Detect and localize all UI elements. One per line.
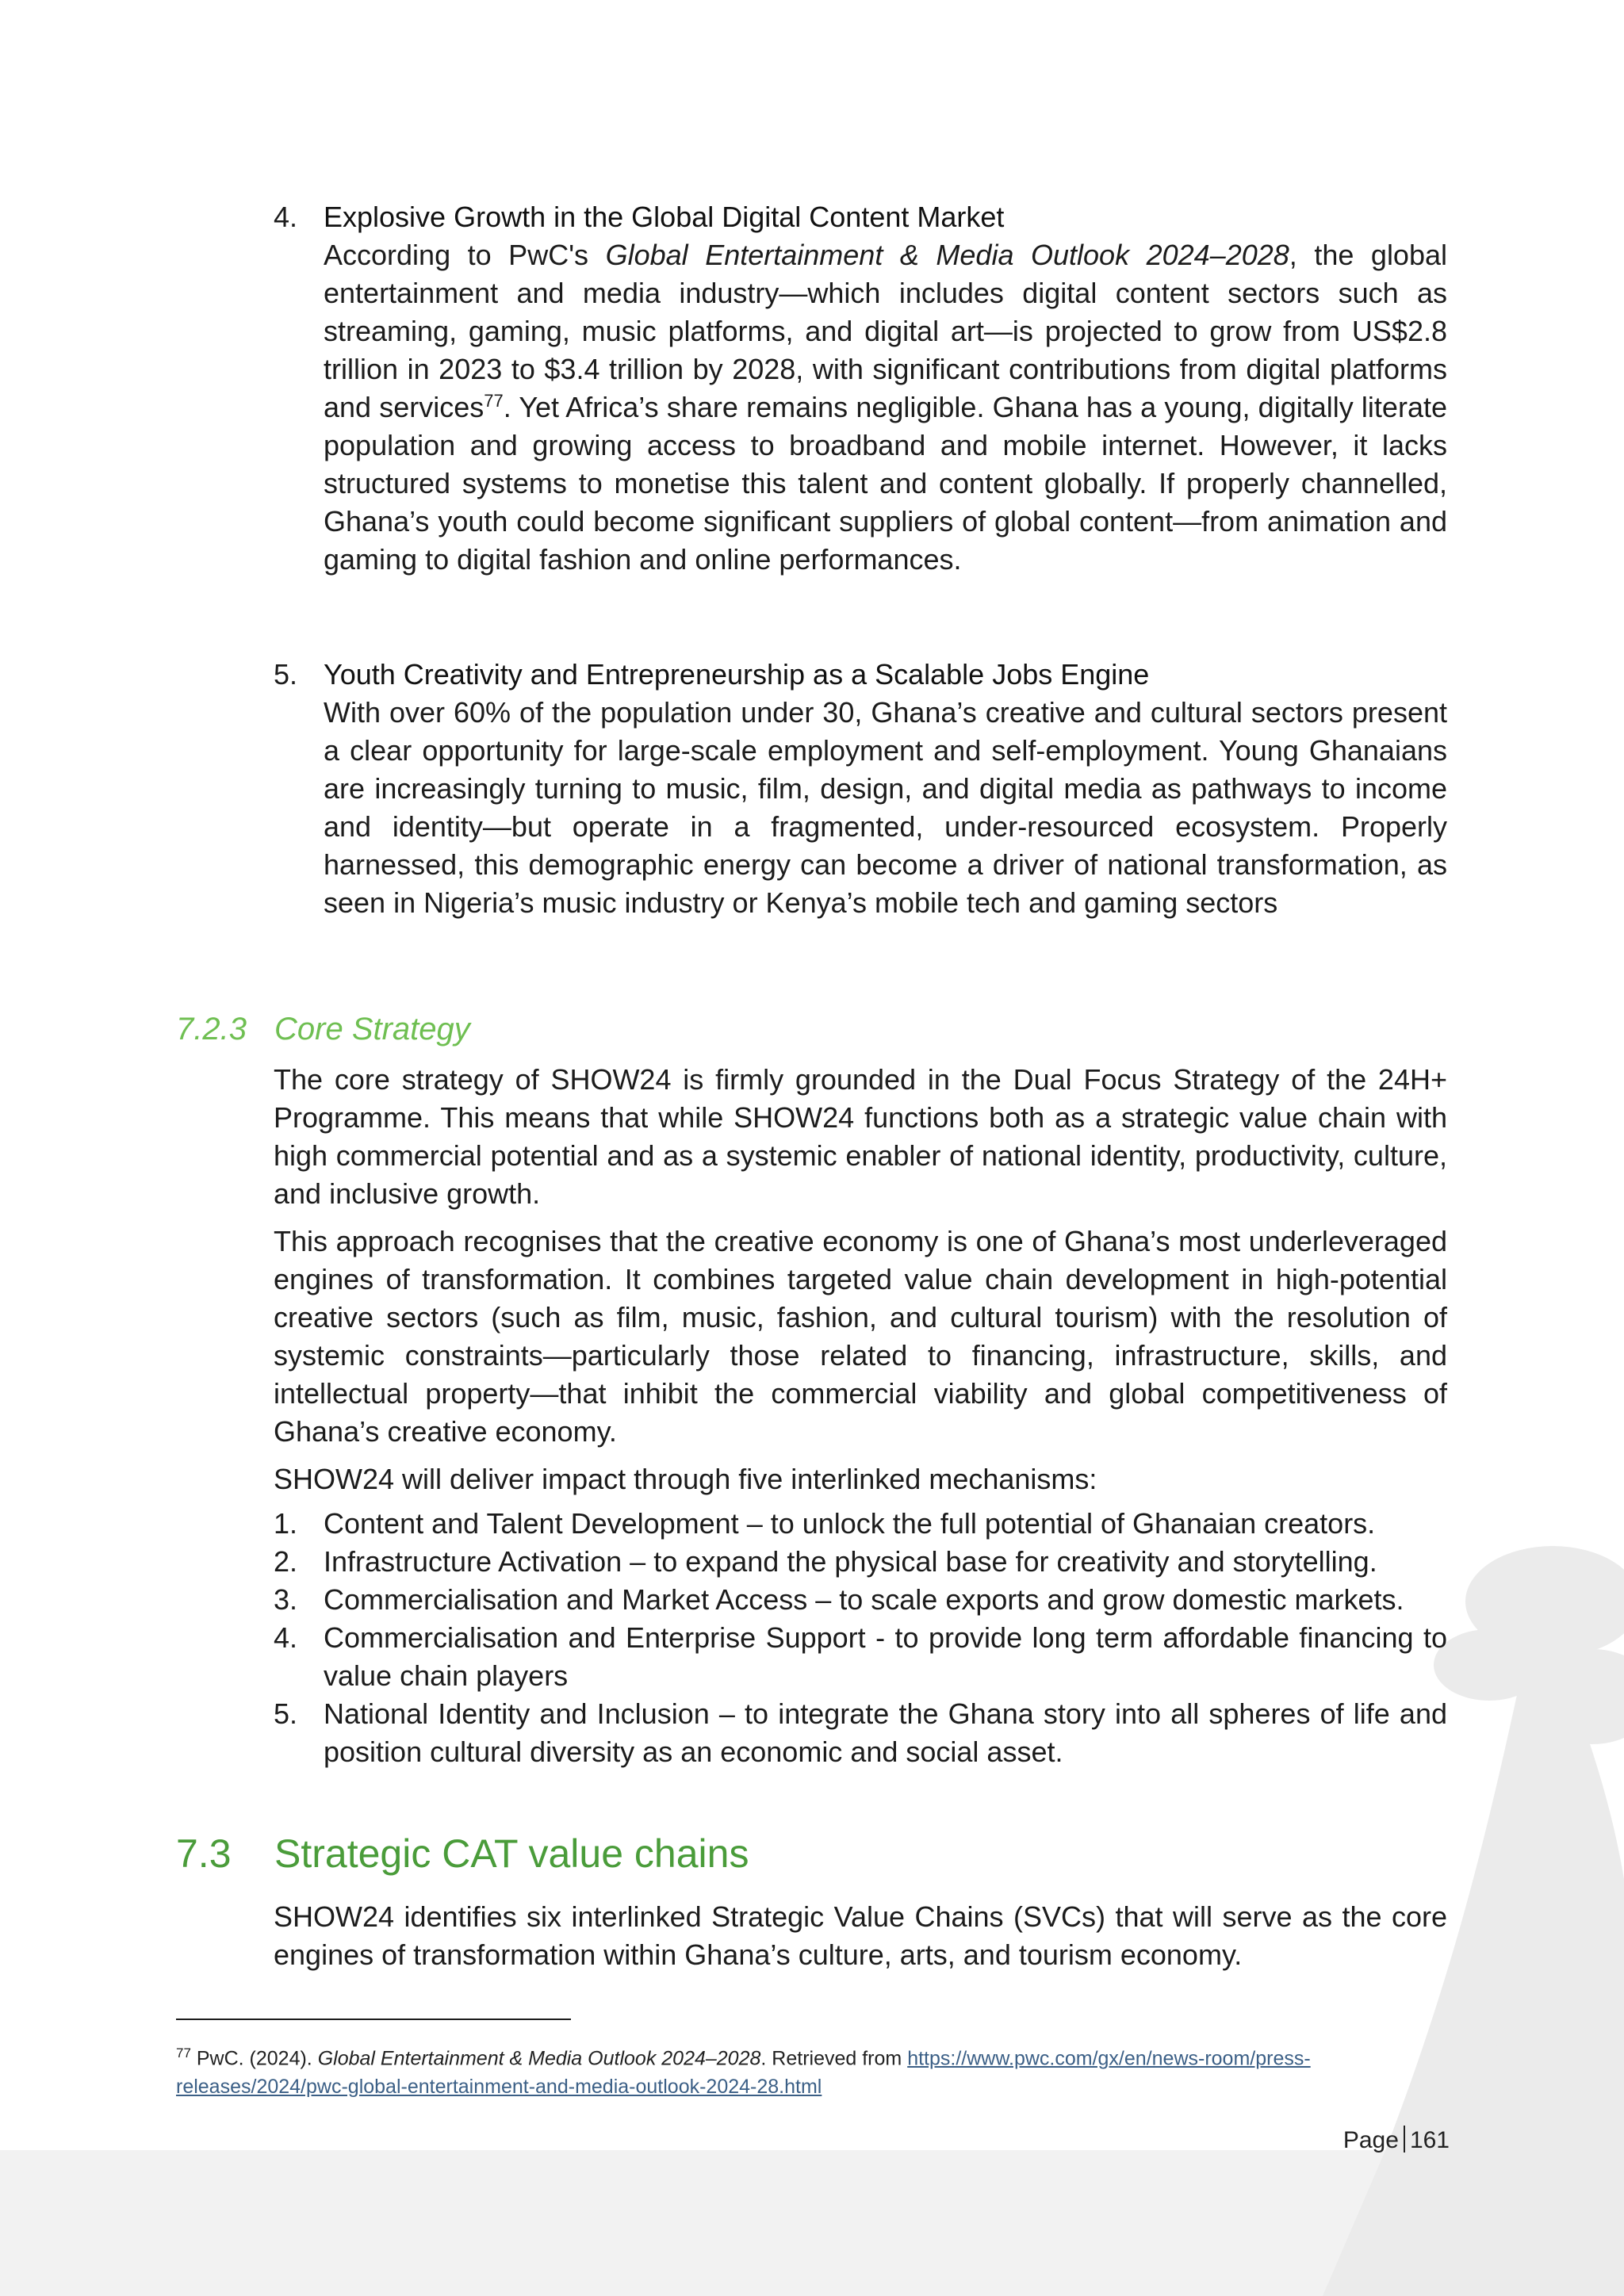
footnote-publication-title: Global Entertainment & Media Outlook 2024–2028	[317, 2047, 761, 2070]
subsection-heading	[176, 1008, 470, 1050]
core-strategy-text	[274, 1061, 1447, 1498]
list-item-body	[324, 198, 1447, 579]
list-item-text: National Identity and Inclusion – to integrate the Ghana story into all spheres of life and position cultural diversity as an economic and social asset.	[324, 1697, 1447, 1768]
paragraph-text: . Yet Africa’s share remains negligible. Ghana has a young, digitally literate population and growing access to broadband and mobile internet. However, it lacks structured systems to monetise this talent and content globally. If properly channelled, Ghana’s youth could become significant suppliers of global content—from animation and gaming to digital fashion and online performances.	[324, 391, 1447, 576]
section-number: 7.3	[176, 1831, 232, 1876]
publication-title: Global Entertainment & Media Outlook 2024–2028	[605, 239, 1289, 271]
list-item	[274, 1543, 1447, 1581]
paragraph: The core strategy of SHOW24 is firmly grounded in the Dual Focus Strategy of the 24H+ Programme. This means that while SHOW24 functions both as a strategic value chain with high commercial potential and as a systemic enabler of national identity, productivity, culture, and inclusive growth.	[274, 1063, 1447, 1210]
paragraph: This approach recognises that the creative economy is one of Ghana’s most underleveraged engines of transformation. It combines targeted value chain development in high-potential creative sectors (such as film, music, fashion, and cultural tourism) with the resolution of systemic constraints—particularly those related to financing, infrastructure, skills, and intellectual property—that inhibit the commercial viability and global competitiveness of Ghana’s creative economy.	[274, 1225, 1447, 1448]
page-number-value: 161	[1409, 2127, 1450, 2153]
list-item-number: 3.	[274, 1583, 298, 1616]
list-item-text: Commercialisation and Enterprise Support - to provide long term affordable financing to value chain players	[324, 1621, 1447, 1692]
list-item	[274, 1581, 1447, 1619]
list-item-number: 4.	[274, 1621, 298, 1654]
mechanisms-list	[274, 1505, 1447, 1771]
list-item-text: Content and Talent Development – to unlock the full potential of Ghanaian creators.	[324, 1507, 1376, 1540]
page-number	[1340, 2125, 1450, 2156]
list-item-title: Explosive Growth in the Global Digital Content Market	[324, 201, 1005, 233]
paragraph: SHOW24 identifies six interlinked Strategic Value Chains (SVCs) that will serve as the core engines of transformation within Ghana’s culture, arts, and tourism economy.	[274, 1900, 1447, 1971]
footnote-text: PwC. (2024).	[190, 2047, 318, 2070]
page-label: Page	[1342, 2127, 1399, 2153]
section-text	[274, 1898, 1447, 1974]
list-item-text: Infrastructure Activation – to expand the physical base for creativity and storytelling.	[324, 1545, 1377, 1578]
footnote-text: . Retrieved from	[760, 2047, 908, 2070]
list-item	[274, 1619, 1447, 1695]
footnote-reference[interactable]: 77	[484, 391, 504, 411]
paragraph-text: , the global entertainment and media industry—which includes digital content sectors such as streaming, gaming, music platforms, and digital art—is projected to grow from US$2.8 trillion in 2023 to $3.4 trillion by 2028, with significant contributions from digital platforms and services	[324, 239, 1447, 423]
list-item-number: 1.	[274, 1507, 298, 1540]
section-heading	[176, 1828, 749, 1879]
page-divider	[1404, 2126, 1405, 2152]
section-title: Strategic CAT value chains	[274, 1831, 749, 1876]
subsection-title: Core Strategy	[274, 1012, 470, 1047]
list-item-number: 5.	[274, 1697, 298, 1730]
subsection-number: 7.2.3	[176, 1012, 247, 1047]
list-item-number: 2.	[274, 1545, 298, 1578]
list-item-paragraph	[324, 236, 1447, 579]
list-item-number: 4.	[274, 201, 298, 233]
list-item	[274, 1695, 1447, 1771]
footnote-link[interactable]: https://www.pwc.com/gx/en/news-room/press-releases/2024/pwc-global-entertainment-and-media-outlook-2024-28.html	[176, 2047, 1311, 2099]
paragraph: SHOW24 will deliver impact through five interlinked mechanisms:	[274, 1463, 1097, 1495]
footnote-divider	[176, 2019, 571, 2020]
list-item-body	[324, 656, 1447, 922]
footnote-number: 77	[176, 2045, 191, 2061]
list-item-title: Youth Creativity and Entrepreneurship as a Scalable Jobs Engine	[324, 658, 1150, 691]
list-item-text: Commercialisation and Market Access – to scale exports and grow domestic markets.	[324, 1583, 1404, 1616]
footnote	[176, 2039, 1397, 2101]
list-item	[274, 1505, 1447, 1543]
list-item-paragraph: With over 60% of the population under 30, Ghana’s creative and cultural sectors present a clear opportunity for large-scale employment and self-employment. Young Ghanaians are increasingly turning to music, film, design, and digital media as pathways to income and identity—but operate in a fragmented, under-resourced ecosystem. Properly harnessed, this demographic energy can become a driver of national transformation, as seen in Nigeria’s music industry or Kenya’s mobile tech and gaming sectors	[324, 696, 1447, 919]
list-item-number: 5.	[274, 658, 298, 691]
paragraph-text: According to PwC's	[324, 239, 606, 271]
